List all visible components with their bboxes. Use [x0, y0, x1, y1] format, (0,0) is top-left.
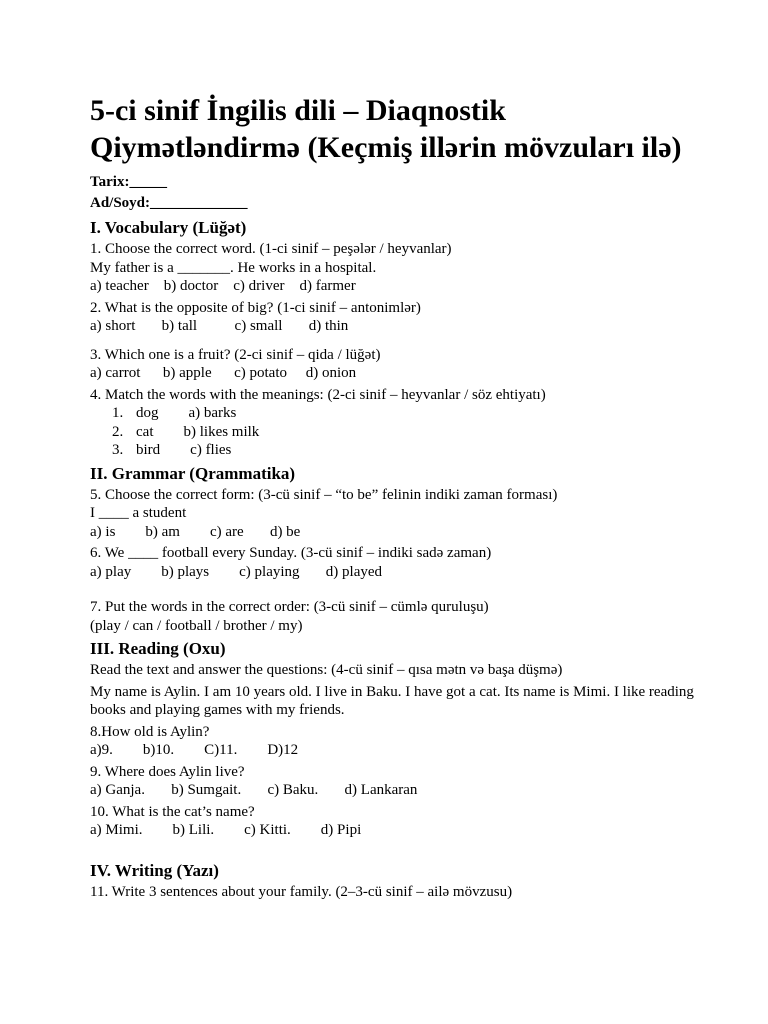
page-title: 5-ci sinif İngilis dili – Diaqnostik Qiymətləndirmə (Keçmiş illərin mövzuları ilə): [90, 94, 682, 164]
match-item-text: bird c) flies: [136, 442, 232, 458]
name-field: Ad/Soyd:_____________: [90, 195, 248, 211]
question-2: 2. What is the opposite of big? (1-ci sinif – antonimlər): [90, 299, 421, 316]
question-5: 5. Choose the correct form: (3-cü sinif – “to be” felinin indiki zaman forması): [90, 486, 558, 503]
question-7-words: (play / can / football / brother / my): [90, 617, 303, 634]
match-item: [112, 423, 710, 442]
match-item-text: cat b) likes milk: [136, 423, 260, 440]
question-6: 6. We ____ football every Sunday. (3-cü sinif – indiki sadə zaman): [90, 545, 492, 561]
question-8: 8.How old is Aylin?: [90, 723, 210, 740]
question-1-options: a) teacher b) doctor c) driver d) farmer: [90, 278, 356, 294]
reading-instruction: Read the text and answer the questions: (4-cü sinif – qısa mətn və başa düşmə): [90, 662, 563, 678]
reading-text: My name is Aylin. I am 10 years old. I live in Baku. I have got a cat. Its name is Mimi. I like reading books and playing games with my friends.: [90, 683, 694, 718]
question-5-sentence: I ____ a student: [90, 505, 187, 521]
question-9-options: a) Ganja. b) Sumgait. c) Baku. d) Lankaran: [90, 782, 418, 798]
match-item: [112, 404, 710, 423]
question-4: 4. Match the words with the meanings: (2-ci sinif – heyvanlar / söz ehtiyatı): [90, 386, 546, 403]
worksheet-page: [90, 92, 710, 901]
question-3-options: a) carrot b) apple c) potato d) onion: [90, 365, 357, 381]
match-item-number: 1.: [112, 405, 124, 421]
question-2-options: a) short b) tall c) small d) thin: [90, 318, 349, 334]
match-item-text: dog a) barks: [136, 405, 237, 421]
match-item-number: 2.: [112, 423, 124, 440]
match-item-number: 3.: [112, 442, 124, 458]
question-11: 11. Write 3 sentences about your family. (2–3-cü sinif – ailə mövzusu): [90, 883, 513, 900]
question-1-sentence: My father is a _______. He works in a hospital.: [90, 259, 377, 276]
question-1: 1. Choose the correct word. (1-ci sinif – peşələr / heyvanlar): [90, 241, 452, 257]
question-3: 3. Which one is a fruit? (2-ci sinif – qida / lüğət): [90, 346, 381, 363]
vocabulary-heading: I. Vocabulary (Lüğət): [90, 218, 247, 237]
question-5-options: a) is b) am c) are d) be: [90, 523, 301, 540]
grammar-heading: II. Grammar (Qrammatika): [90, 463, 296, 483]
date-field: Tarix:_____: [90, 174, 167, 190]
question-6-options: a) play b) plays c) playing d) played: [90, 563, 383, 580]
question-7: 7. Put the words in the correct order: (3-cü sinif – cümlə quruluşu): [90, 599, 489, 615]
question-10: 10. What is the cat’s name?: [90, 803, 255, 820]
reading-heading: III. Reading (Oxu): [90, 639, 226, 658]
question-9: 9. Where does Aylin live?: [90, 763, 245, 780]
match-item: [112, 441, 710, 460]
question-10-options: a) Mimi. b) Lili. c) Kitti. d) Pipi: [90, 822, 362, 838]
writing-heading: IV. Writing (Yazı): [90, 860, 219, 880]
question-8-options: a)9. b)10. C)11. D)12: [90, 742, 299, 758]
